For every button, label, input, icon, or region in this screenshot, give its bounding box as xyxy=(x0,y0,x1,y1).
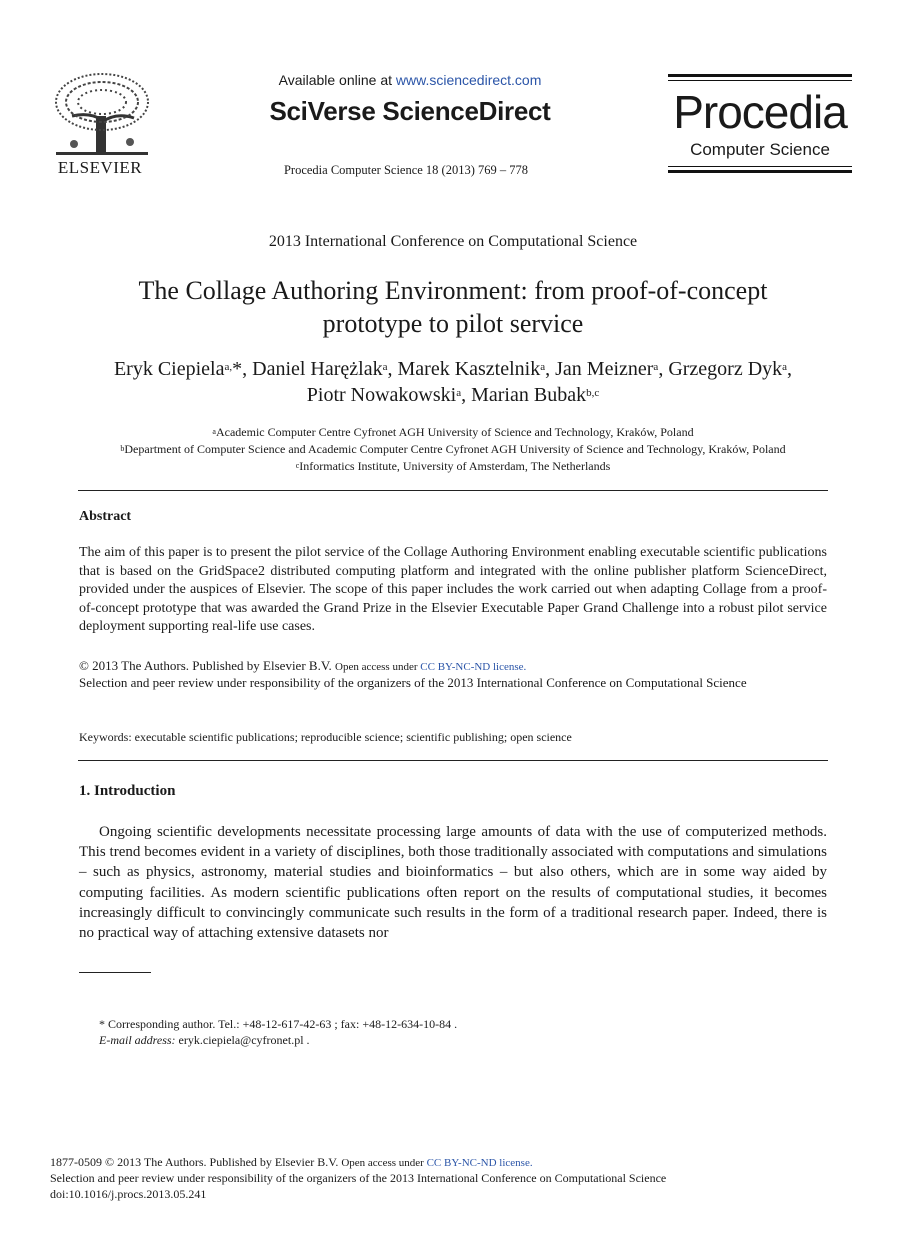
platform-logo: SciVerse ScienceDirect xyxy=(269,96,551,126)
author-affiliation-mark: a xyxy=(456,387,462,399)
author-name: Eryk Ciepiela xyxy=(113,358,225,380)
footer-license-link[interactable]: CC BY-NC-ND license. xyxy=(426,1157,533,1169)
abstract-selection: Selection and peer review under responsibility of the organizers of the 2013 International Conference on Computational Science xyxy=(79,675,747,690)
procedia-logo-subtitle: Computer Science xyxy=(690,140,830,159)
author-list: Eryk Ciepiela$^{a,}$*, Daniel Harężlak$^a$, Marek Kasztelnik$^a$, Jan Meizner$^a$, Grzegorz Dyk$^a$, Piotr Nowakowski$^a$, Marian Bubak$^{b,c}$ xyxy=(113,358,793,406)
footer-issn: 1877-0509 © 2013 The Authors. Published by Elsevier B.V. Open access under CC BY-NC-ND license. xyxy=(50,1155,533,1169)
author-name: Grzegorz Dyk xyxy=(668,358,783,380)
author-affiliation-mark: a xyxy=(540,361,546,373)
conference-name: 2013 International Conference on Computational Science xyxy=(268,233,638,250)
abstract-text: The aim of this paper is to present the pilot service of the Collage Authoring Environment enabling executable scientific publications that is based on the GridSpace2 distributed computing platform and integrated with the online publisher platform ScienceDirect, provided under the auspices of Elsevier. The scope of this paper includes the work carried out when adapting Collage from a proof-of-concept prototype that was awarded the Grand Prize in the Elsevier Executable Paper Grand Challenge into a robust pilot service deployment supporting real-life use cases. xyxy=(79,545,827,635)
divider xyxy=(78,760,828,761)
abstract-copyright: © 2013 The Authors. Published by Elsevier B.V. Open access under CC BY-NC-ND license. xyxy=(79,658,527,673)
abstract-heading: Abstract xyxy=(79,509,132,524)
email-note: E-mail address: eryk.ciepiela@cyfronet.pl . xyxy=(99,1033,310,1047)
corresponding-author-note: * Corresponding author. Tel.: +48-12-617-42-63 ; fax: +48-12-634-10-84 . xyxy=(99,1017,458,1031)
publisher-name: ELSEVIER xyxy=(57,158,143,177)
author-affiliation-mark: a xyxy=(782,361,788,373)
paper-title-line-1: The Collage Authoring Environment: from proof-of-concept xyxy=(138,276,768,305)
author-affiliation-mark: a xyxy=(382,361,388,373)
sciencedirect-link[interactable]: www.sciencedirect.com xyxy=(395,72,542,88)
footnote-divider xyxy=(79,972,151,973)
corresponding-author-mark: * xyxy=(232,358,243,380)
author-name: Piotr Nowakowski xyxy=(306,384,457,406)
author-affiliation-mark: b,c xyxy=(586,387,600,399)
paper-title-line-2: prototype to pilot service xyxy=(322,309,584,338)
introduction-heading: 1. Introduction xyxy=(79,783,176,799)
author-name: Jan Meizner xyxy=(555,358,654,380)
author-affiliation-mark: a, xyxy=(224,361,233,373)
affiliation-c: $^c$Informatics Institute, University of Amsterdam, The Netherlands xyxy=(295,459,611,473)
author-name: Daniel Harężlak xyxy=(252,358,383,380)
author-affiliation-mark: a xyxy=(653,361,659,373)
paper-title xyxy=(78,274,828,340)
keywords: Keywords: executable scientific publications; reproducible science; scientific publishing; open science xyxy=(79,730,572,744)
introduction-text: Ongoing scientific developments necessitate processing large amounts of data with the use of computerized methods. This trend becomes evident in a variety of disciplines, both those traditionally associated with computations and simulations – such as physics, astronomy, material studies and bioinformatics – but also others, which are in some way aided by computing facilities. As modern scientific publications often report on the results of computational studies, it becomes increasingly difficult to convincingly communicate such results in the form of a traditional research paper. Indeed, there is no practical way of attaching extensive datasets nor xyxy=(79,824,827,942)
affiliation-b: $^b$Department of Computer Science and Academic Computer Centre Cyfronet AGH University of Science and Technology, Kraków, Poland xyxy=(120,442,786,456)
procedia-logo-title: Procedia xyxy=(673,86,847,138)
footer-doi: doi:10.1016/j.procs.2013.05.241 xyxy=(50,1187,207,1201)
available-online xyxy=(200,72,620,88)
affiliation-a: $^a$Academic Computer Centre Cyfronet AGH University of Science and Technology, Kraków, Poland xyxy=(212,425,694,439)
procedia-logo xyxy=(668,74,852,174)
available-online-label: Available online at xyxy=(278,72,396,88)
divider xyxy=(78,490,828,491)
author-name: Marek Kasztelnik xyxy=(397,358,541,380)
author-name: Marian Bubak xyxy=(471,384,587,406)
journal-reference: Procedia Computer Science 18 (2013) 769 – 778 xyxy=(283,163,529,177)
footer-selection: Selection and peer review under responsibility of the organizers of the 2013 International Conference on Computational Science xyxy=(50,1171,667,1185)
license-link[interactable]: CC BY-NC-ND license. xyxy=(420,661,527,673)
